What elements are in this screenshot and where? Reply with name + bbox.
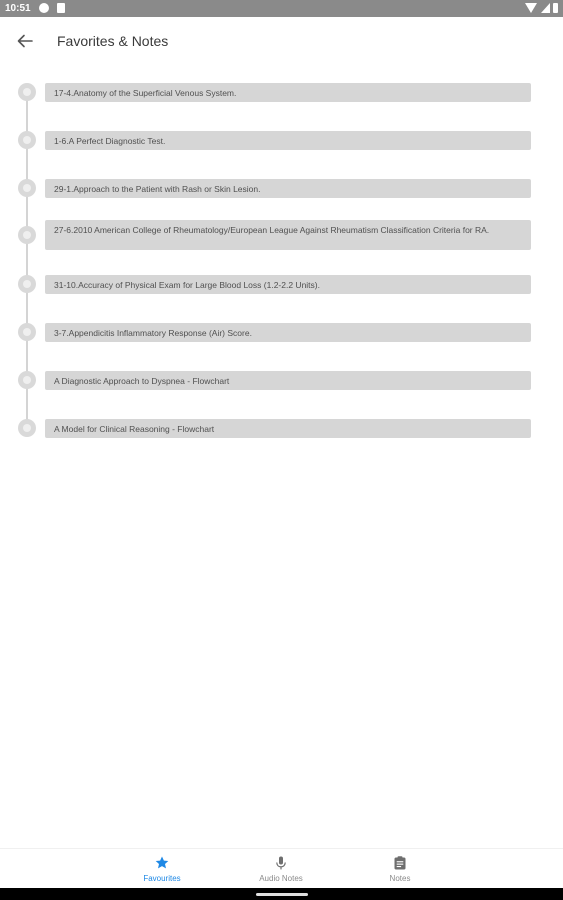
status-bar xyxy=(0,0,563,17)
timeline-dot-icon xyxy=(18,275,36,293)
wifi-icon xyxy=(525,3,537,13)
page-title: Favorites & Notes xyxy=(57,33,169,49)
clipboard-icon xyxy=(392,855,408,871)
app-notification-icon xyxy=(39,3,49,13)
back-button[interactable] xyxy=(12,29,38,53)
favorite-card[interactable]: A Model for Clinical Reasoning - Flowchart xyxy=(45,419,531,438)
favorite-card[interactable]: 27-6.2010 American College of Rheumatology/European League Against Rheumatism Classification Criteria for RA. xyxy=(45,220,531,250)
status-time: 10:51 xyxy=(5,3,31,14)
favorite-card[interactable]: 3-7.Appendicitis Inflammatory Response (Air) Score. xyxy=(45,323,531,342)
timeline-dot-icon xyxy=(18,83,36,101)
tab-audio-notes[interactable] xyxy=(241,855,321,889)
tab-label: Notes xyxy=(389,874,411,883)
timeline-dot-icon xyxy=(18,419,36,437)
system-gesture-bar xyxy=(0,888,563,900)
app-bar xyxy=(0,17,563,65)
home-gesture-handle[interactable] xyxy=(256,893,308,896)
microphone-icon xyxy=(273,855,289,871)
timeline-dot-icon xyxy=(18,371,36,389)
star-icon xyxy=(154,855,170,871)
sim-card-icon xyxy=(57,3,65,13)
battery-icon xyxy=(553,3,558,13)
arrow-left-icon xyxy=(12,29,38,53)
favorite-card[interactable]: 1-6.A Perfect Diagnostic Test. xyxy=(45,131,531,150)
favorite-card[interactable]: A Diagnostic Approach to Dyspnea - Flowchart xyxy=(45,371,531,390)
timeline-dot-icon xyxy=(18,179,36,197)
bottom-navigation xyxy=(0,848,563,889)
timeline-dot-icon xyxy=(18,323,36,341)
favorite-card[interactable]: 29-1.Approach to the Patient with Rash or Skin Lesion. xyxy=(45,179,531,198)
tab-favourites[interactable] xyxy=(122,855,202,889)
tab-label: Favourites xyxy=(143,874,181,883)
timeline-dot-icon xyxy=(18,131,36,149)
tab-label: Audio Notes xyxy=(259,874,303,883)
favorite-card[interactable]: 17-4.Anatomy of the Superficial Venous System. xyxy=(45,83,531,102)
signal-icon xyxy=(541,3,550,13)
favorite-card[interactable]: 31-10.Accuracy of Physical Exam for Large Blood Loss (1.2-2.2 Units). xyxy=(45,275,531,294)
timeline-dot-icon xyxy=(18,226,36,244)
tab-notes[interactable] xyxy=(360,855,440,889)
